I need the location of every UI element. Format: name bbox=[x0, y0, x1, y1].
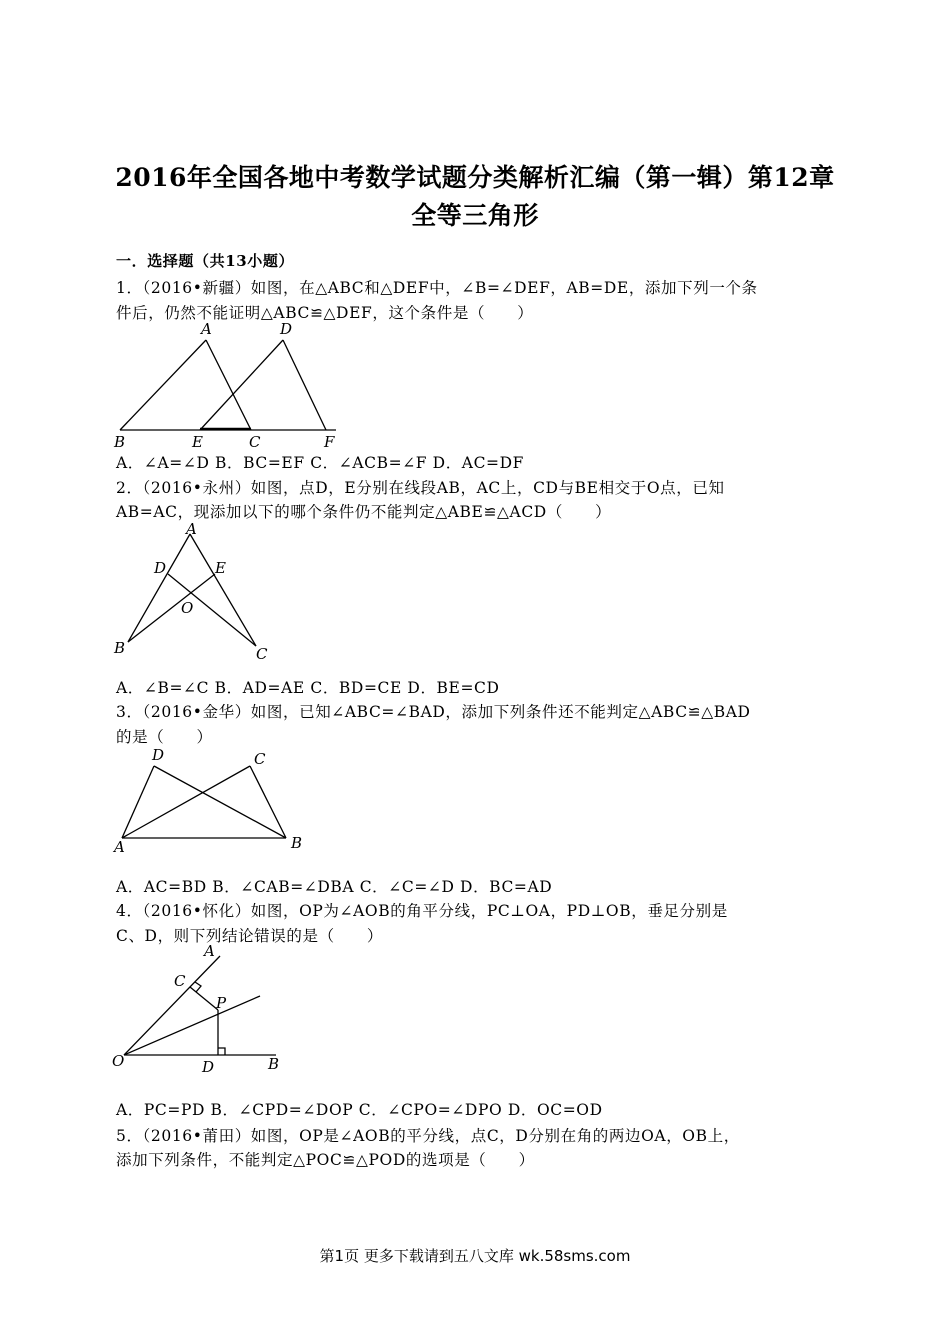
q1-text-line1: 1．（2016•新疆）如图，在△ABC和△DEF中，∠B=∠DEF，AB=DE，添加下列一个条 bbox=[116, 279, 758, 297]
q1-label-C: C bbox=[249, 433, 261, 451]
q2-label-A: A bbox=[186, 522, 197, 538]
q1-label-E: E bbox=[192, 433, 203, 451]
q2-label-B: B bbox=[114, 639, 126, 657]
q3-label-D: D bbox=[152, 746, 165, 764]
q3-label-A: A bbox=[114, 838, 125, 856]
q2-figure bbox=[108, 522, 278, 667]
q5-text-line1: 5．（2016•莆田）如图，OP是∠AOB的平分线，点C，D分别在角的两边OA，OB上， bbox=[116, 1127, 740, 1145]
page-footer: 第1页 更多下载请到五八文库 wk.58sms.com bbox=[319, 1247, 631, 1265]
q3-figure bbox=[108, 744, 308, 859]
page-title-line1: 2016年全国各地中考数学试题分类解析汇编（第一辑）第12章 bbox=[115, 163, 835, 192]
q4-label-B: B bbox=[268, 1055, 280, 1073]
q3-label-C: C bbox=[254, 750, 266, 768]
q1-label-A: A bbox=[201, 320, 212, 338]
q4-figure bbox=[108, 940, 298, 1080]
q2-text-line1: 2．（2016•永州）如图，点D，E分别在线段AB，AC上，CD与BE相交于O点，已知 bbox=[116, 479, 725, 497]
q1-options: A．∠A=∠D B．BC=EF C．∠ACB=∠F D．AC=DF bbox=[116, 454, 525, 472]
q1-label-D: D bbox=[280, 320, 293, 338]
q5-text-line2: 添加下列条件，不能判定△POC≌△POD的选项是（ ） bbox=[116, 1151, 535, 1169]
section-heading: 一．选择题（共13小题） bbox=[116, 252, 295, 270]
q2-label-D: D bbox=[154, 559, 167, 577]
q3-text-line1: 3．（2016•金华）如图，已知∠ABC=∠BAD，添加下列条件还不能判定△ABC≌△BAD bbox=[116, 703, 751, 721]
q3-label-B: B bbox=[291, 834, 303, 852]
q1-text-line2: 件后，仍然不能证明△ABC≌△DEF，这个条件是（ ） bbox=[116, 304, 534, 322]
q4-label-C: C bbox=[174, 972, 186, 990]
q4-options: A．PC=PD B．∠CPD=∠DOP C．∠CPO=∠DPO D．OC=OD bbox=[116, 1101, 603, 1119]
q4-label-D: D bbox=[202, 1058, 215, 1076]
q2-label-O: O bbox=[181, 599, 194, 617]
q4-label-O: O bbox=[112, 1052, 125, 1070]
q2-options: A．∠B=∠C B．AD=AE C．BD=CE D．BE=CD bbox=[116, 679, 500, 697]
q3-text-line2: 的是（ ） bbox=[116, 728, 213, 746]
q2-text-line2: AB=AC，现添加以下的哪个条件仍不能判定△ABE≌△ACD（ ） bbox=[116, 503, 612, 521]
q3-options: A．AC=BD B．∠CAB=∠DBA C．∠C=∠D D．BC=AD bbox=[116, 878, 553, 896]
q4-label-A: A bbox=[204, 942, 215, 960]
q2-label-E: E bbox=[215, 559, 226, 577]
q1-figure bbox=[108, 318, 348, 453]
q1-label-F: F bbox=[324, 433, 335, 451]
q4-label-P: P bbox=[216, 994, 227, 1012]
q4-text-line1: 4．（2016•怀化）如图，OP为∠AOB的角平分线，PC⊥OA，PD⊥OB，垂足分别是 bbox=[116, 902, 728, 920]
q4-text-line2: C、D，则下列结论错误的是（ ） bbox=[116, 927, 383, 945]
q1-label-B: B bbox=[114, 433, 126, 451]
page-title-line2: 全等三角形 bbox=[411, 201, 539, 230]
q2-label-C: C bbox=[256, 645, 268, 663]
